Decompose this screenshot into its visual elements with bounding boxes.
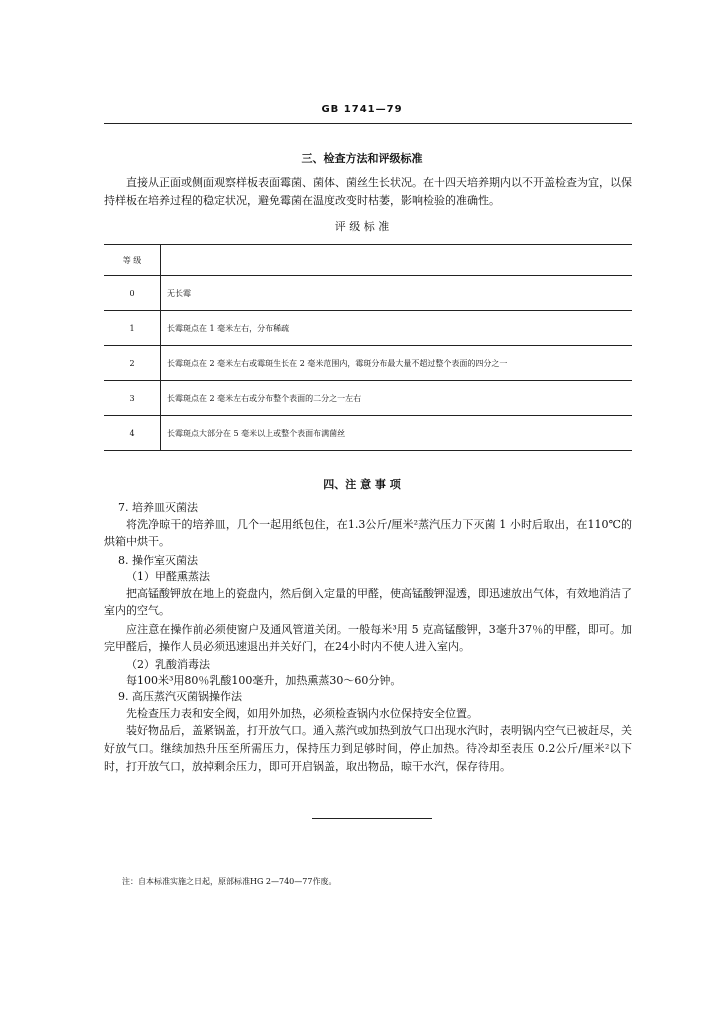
grade-cell: 4 (104, 416, 161, 451)
grade-cell: 2 (104, 346, 161, 381)
description-cell: 无长霉 (161, 276, 633, 311)
section-4-title: 四、注 意 事 项 (323, 478, 401, 491)
grade-cell: 3 (104, 381, 161, 416)
grade-cell: 0 (104, 276, 161, 311)
description-cell: 长霉斑点在 1 毫米左右，分布稀疏 (161, 311, 633, 346)
item-8-2-title: （2）乳酸消毒法 (126, 658, 210, 671)
item-8-title: 8. 操作室灭菌法 (118, 554, 198, 567)
item-9-text-1: 先检查压力表和安全阀，如用外加热，必须检查锅内水位保持安全位置。 (126, 707, 478, 720)
item-8-2-text: 每100米³用80％乳酸100毫升，加热熏蒸30～60分钟。 (126, 674, 402, 687)
table-row (104, 311, 632, 346)
grading-table (104, 244, 632, 451)
item-9-title: 9. 高压蒸汽灭菌锅操作法 (118, 690, 242, 703)
table-row (104, 346, 632, 381)
grading-table-header (104, 245, 632, 276)
table-row (104, 276, 632, 311)
footnote: 注：自本标准实施之日起，原部标准HG 2—740—77作废。 (122, 877, 337, 886)
grade-column-header: 等 级 (104, 245, 161, 276)
item-9-text-2: 装好物品后，盖紧锅盖，打开放气口。通入蒸汽或加热到放气口出现水汽时，表明锅内空气已被赶尽，关好放气口。继续加热升压至所需压力，保持压力到足够时间，停止加热。待冷却至表压 0.2公斤/厘米²以下时，打开放气口，放掉剩余压力，即可开启锅盖，取出物品，晾干水汽，保存待用。 (104, 724, 632, 773)
item-8-1-title: （1）甲醛熏蒸法 (126, 570, 210, 583)
description-cell: 长霉斑点在 2 毫米左右或分布整个表面的二分之一左右 (161, 381, 633, 416)
item-7-text: 将洗净晾干的培养皿，几个一起用纸包住，在1.3公斤/厘米²蒸汽压力下灭菌 1 小时后取出，在110℃的烘箱中烘干。 (104, 518, 632, 548)
table-row (104, 416, 632, 451)
header-rule (104, 123, 632, 124)
table-row (104, 381, 632, 416)
section-3-title: 三、检查方法和评级标准 (301, 152, 423, 165)
description-column-header (161, 245, 633, 276)
section-3-intro: 直接从正面或侧面观察样板表面霉菌、菌体、菌丝生长状况。在十四天培养期内以不开盖检查为宜，以保持样板在培养过程的稳定状况，避免霉菌在温度改变时枯萎，影响检验的准确性。 (104, 176, 632, 207)
item-8-1-text-2: 应注意在操作前必须使窗户及通风管道关闭。一般每米³用 5 克高锰酸钾，3毫升37％的甲醛，即可。加完甲醛后，操作人员必须迅速退出并关好门，在24小时内不使人进入室内。 (104, 623, 632, 653)
standard-code-header: GB 1741—79 (321, 104, 403, 115)
description-cell: 长霉斑点大部分在 5 毫米以上或整个表面布满菌丝 (161, 416, 633, 451)
item-7-title: 7. 培养皿灭菌法 (118, 501, 198, 514)
grade-cell: 1 (104, 311, 161, 346)
description-cell: 长霉斑点在 2 毫米左右或霉斑生长在 2 毫米范围内，霉斑分布最大量不超过整个表面的四分之一 (161, 346, 633, 381)
item-8-1-text: 把高锰酸钾放在地上的瓷盘内，然后倒入定量的甲醛，使高锰酸钾湿透，即迅速放出气体，有效地消洁了室内的空气。 (104, 587, 632, 617)
end-rule (312, 818, 432, 819)
grading-table-title: 评 级 标 准 (334, 220, 390, 233)
